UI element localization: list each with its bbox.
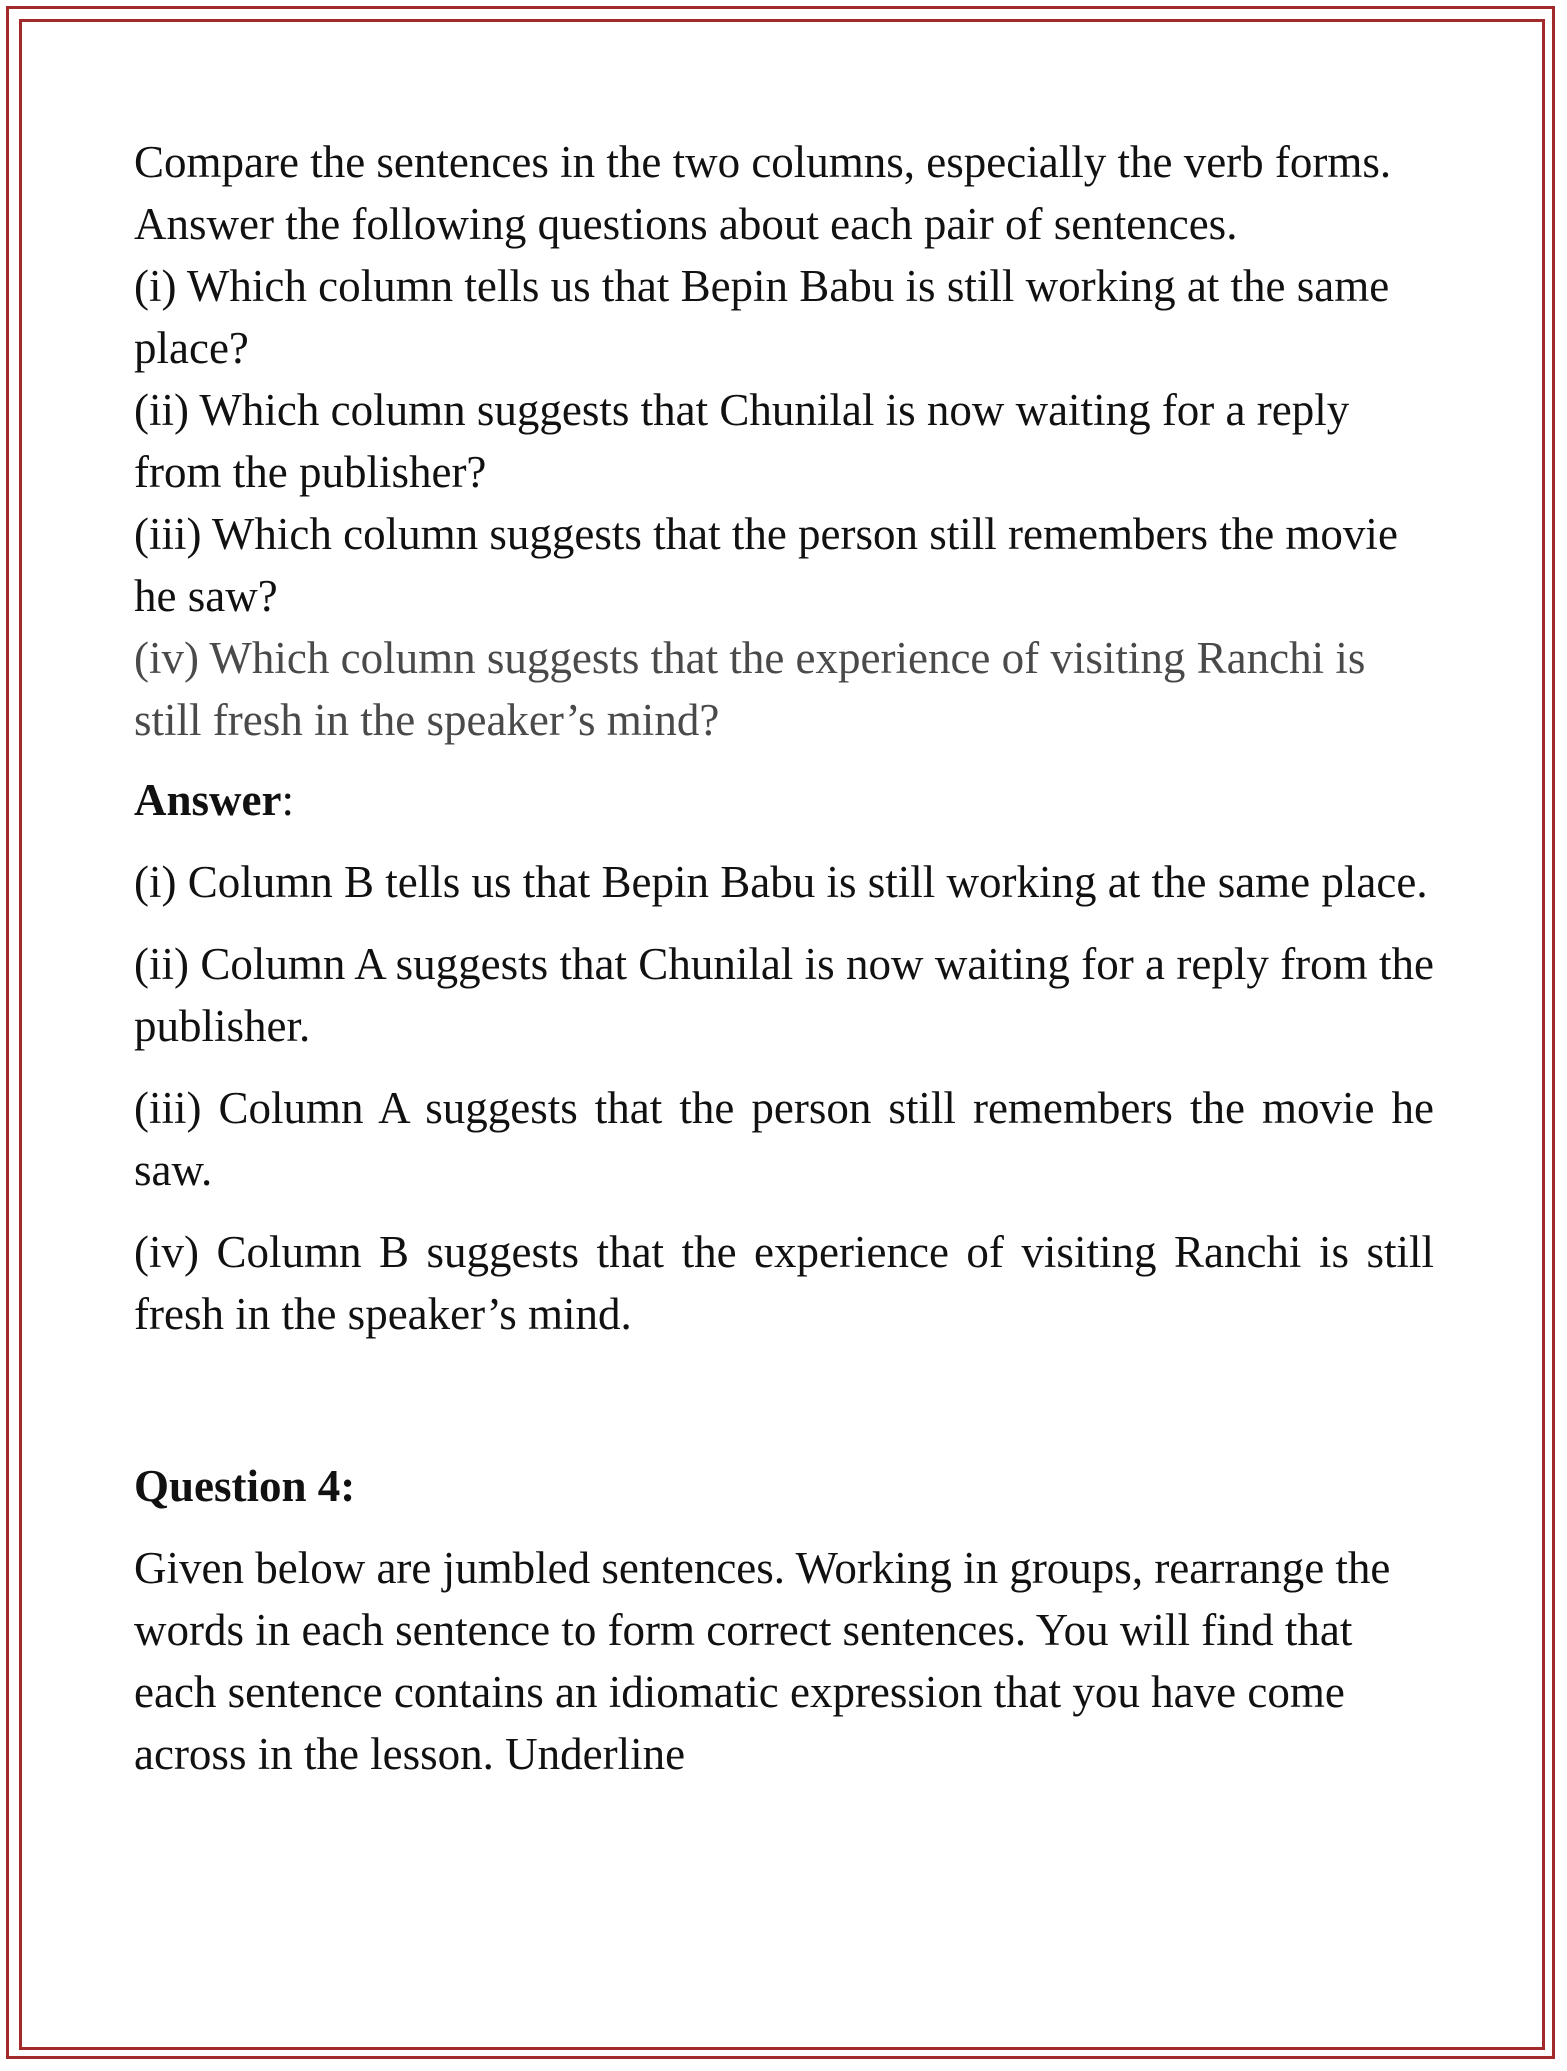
answer-heading-colon: : [281,775,294,825]
question-item-1: (i) Which column tells us that Bepin Babu is still working at the same place? [134,261,1390,373]
intro-block [134,131,1434,751]
answer-item-1: (i) Column B tells us that Bepin Babu is still working at the same place. [134,857,1428,907]
answer-item-3: (iii) Column A suggests that the person still remembers the movie he saw. [134,1083,1434,1195]
question4-text: Given below are jumbled sentences. Working in groups, rearrange the words in each sentence to form correct sentences. You will find that each sentence contains an idiomatic expression that you have come across in the lesson. Underline [134,1543,1391,1779]
answer-heading [134,769,1434,831]
question-item-3: (iii) Which column suggests that the person still remembers the movie he saw? [134,509,1398,621]
answer-heading-text: Answer [134,775,282,825]
question4-heading: Question 4: [134,1461,356,1511]
intro-instruction: Compare the sentences in the two columns, especially the verb forms. [134,137,1392,187]
intro-instruction-2: Answer the following questions about each pair of sentences. [134,199,1238,249]
question-item-4: (iv) Which column suggests that the experience of visiting Ranchi is still fresh in the speaker’s mind? [134,633,1366,745]
answer-item-2: (ii) Column A suggests that Chunilal is now waiting for a reply from the publisher. [134,939,1434,1051]
answer-item-4: (iv) Column B suggests that the experience of visiting Ranchi is still fresh in the speaker’s mind. [134,1227,1434,1339]
document-content [134,131,1434,1785]
question-item-2: (ii) Which column suggests that Chunilal is now waiting for a reply from the publisher? [134,385,1350,497]
